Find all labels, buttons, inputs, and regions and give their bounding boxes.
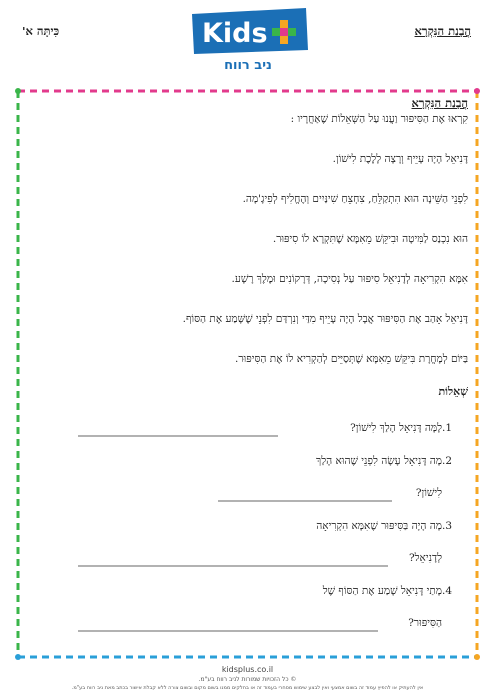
question-number: 2. bbox=[442, 455, 453, 467]
questions-title: שְׁאֵלוֹת bbox=[438, 385, 468, 398]
grade-label: כִּיתָּה א' bbox=[22, 24, 60, 38]
question-4-cont: הַסִּיפּוּר? bbox=[408, 617, 442, 629]
story-paragraph: אִמָּא הִקְרִיאָה לְדָנִיאֵל סִיפּוּר עַל נְסִיכָה, דְּרָקוֹנִים וּמֶלֶךְ רָשָׁע. bbox=[231, 273, 468, 285]
story-title: הֲבָנַת הַנִּקְרָא bbox=[411, 96, 468, 110]
footer-copyright: © כל הזכויות שמורות לניב רווח בע"מ. bbox=[198, 676, 297, 683]
svg-text:Kids: Kids bbox=[202, 18, 268, 49]
question-number: 4. bbox=[442, 585, 453, 597]
kidsplus-logo[interactable] bbox=[188, 6, 312, 76]
footer-legal: אין להעתיק או להפיץ עמוד זה בשום אמצעי ואין לבצע שימוש מסחרי בעמוד זה או בחלקים ממנו בשום מקום ובשום צורה ללא קבלת אישור בכתב מאת ניב רווח בע"מ. bbox=[71, 685, 424, 691]
instruction-text: קִרְאוּ אֶת הַסִּיפּוּר וַעֲנוּ עַל הַשְּׁאֵלוֹת שֶׁאַחֲרָיו : bbox=[290, 113, 468, 125]
question-4 bbox=[323, 585, 468, 597]
question-3 bbox=[316, 520, 468, 532]
story-paragraph: דָּנִיאֵל הָיָה עָיֵיף וְרָצָה לָלֶכֶת לִישׁוֹן. bbox=[332, 153, 468, 165]
question-2 bbox=[316, 455, 468, 467]
question-text: מָה הָיָה בַּסִּיפּוּר שֶׁאִמָּא הִקְרִיאָה bbox=[316, 520, 442, 532]
question-number: 1. bbox=[442, 422, 453, 434]
worksheet-content bbox=[28, 96, 468, 629]
answer-line-4[interactable] bbox=[78, 629, 378, 633]
question-number: 3. bbox=[442, 520, 453, 532]
answer-line-1[interactable] bbox=[78, 434, 278, 438]
story-paragraph: בַּיּוֹם לְמָחֳרָת בִּיקֵּשׁ מֵאִמָּא שֶׁתְּסַיֵּים לְהַקְרִיא לוֹ אֶת הַסִּיפּוּר. bbox=[235, 353, 468, 365]
story-paragraph: דָּנִיאֵל אָהַב אֶת הַסִּיפּוּר אֲבָל הָיָה עָיֵיף מִדַּי וְנִרְדַּם לִפְנֵי שֶׁשָּׁמַע אֶת הַסּוֹף. bbox=[182, 313, 468, 325]
answer-line-2[interactable] bbox=[218, 499, 392, 503]
answer-line-3[interactable] bbox=[78, 564, 388, 568]
header-subject: הֲבָנַת הַנִּקְרָא bbox=[414, 24, 471, 38]
story-paragraph: לִפְנֵי הַשֵּׁינָה הוּא הִתְקַלֵּחַ, צִחְצֵחַ שִׁינַּיִים וְהֶחֱלִיף לְפִיגָ'מָה. bbox=[242, 193, 468, 205]
question-text: לָמָּה דָּנִיאֵל הָלַךְ לִישׁוֹן? bbox=[350, 422, 442, 434]
dashed-frame bbox=[15, 88, 480, 660]
question-text: מָתַי דָּנִיאֵל שָׁמַע אֶת הַסּוֹף שֶׁל bbox=[322, 585, 442, 597]
story-paragraph: הוּא נִכְנַס לַמִּיטָה וּבִיקֵּשׁ מֵאִמָּא שֶׁתִּקְרָא לוֹ סִיפּוּר. bbox=[272, 233, 468, 245]
question-3-cont: לְדָנִיאֵל? bbox=[409, 552, 442, 564]
question-1 bbox=[350, 422, 468, 434]
question-text: מָה דָּנִיאֵל עָשָׂה לִפְנֵי שֶׁהוּא הָלַךְ bbox=[316, 455, 442, 467]
svg-text:ניב רווח: ניב רווח bbox=[224, 58, 272, 73]
footer-url[interactable]: kidsplus.co.il bbox=[221, 665, 274, 674]
question-2-cont: לִישׁוֹן? bbox=[415, 487, 442, 499]
